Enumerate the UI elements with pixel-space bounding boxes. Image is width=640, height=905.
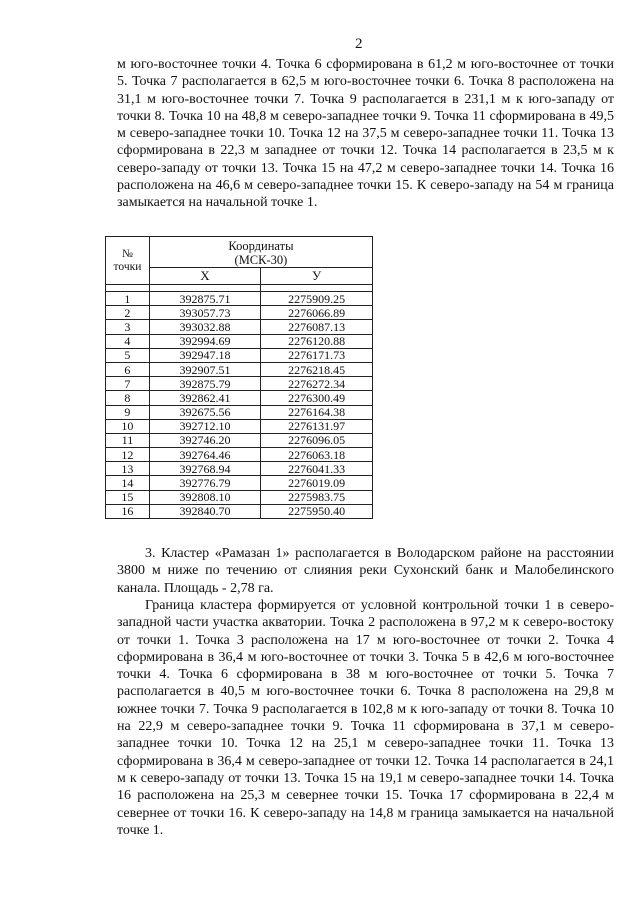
point-number-cell: 8 (106, 391, 150, 405)
table-row (106, 320, 373, 334)
y-coordinate-cell: 2276120.88 (261, 334, 373, 348)
table-row (106, 476, 373, 490)
y-coordinate-cell: 2276164.38 (261, 405, 373, 419)
point-number-cell: 16 (106, 504, 150, 518)
x-coordinate-cell: 392907.51 (149, 362, 260, 376)
y-coordinate-cell: 2276096.05 (261, 433, 373, 447)
coordinates-table (105, 236, 373, 519)
page-number: 2 (355, 36, 363, 52)
point-number-cell: 13 (106, 462, 150, 476)
table-row (106, 334, 373, 348)
x-coordinate-cell: 393057.73 (149, 306, 260, 320)
y-coordinate-cell: 2276131.97 (261, 419, 373, 433)
point-number-cell: 2 (106, 306, 150, 320)
table-row (106, 306, 373, 320)
paragraph-boundary: Граница кластера формируется от условной контрольной точки 1 в северо-западной части участка акватории. Точка 2 расположена в 97,2 м к северо-востоку от точки 1. Точка 3 расположена на 17 м юго-восточнее от точки 2. Точка 4 сформирована в 36,4 м юго-восточнее от точки 3. Точка 5 в 42,6 м юго-восточнее точки 4. Точка 6 сформирована в 38 м юго-восточнее от точки 5. Точка 7 располагается в 40,5 м юго-восточнее точки 6. Точка 8 расположена на 29,8 м южнее точки 7. Точка 9 располагается в 102,8 м к юго-западу от точки 8. Точка 10 на 22,9 м северо-западнее точки 9. Точка 11 сформирована в 37,1 м северо-западнее точки 10. Точка 12 на 25,1 м северо-западнее точки 11. Точка 13 сформирована в 36,4 м северо-западнее от точки 12. Точка 14 располагается в 24,1 м к северо-западу от точки 13. Точка 15 на 19,1 м северо-западнее точки 14. Точка 16 расположена на 25,3 м севернее точки 15. Точка 17 сформирована в 22,4 м севернее от точки 16. К северо-западу на 14,8 м граница замыкается на начальной точке 1. (117, 598, 614, 838)
x-coordinate-cell: 392840.70 (149, 504, 260, 518)
x-coordinate-cell: 392994.69 (149, 334, 260, 348)
table-row (106, 462, 373, 476)
point-number-cell: 14 (106, 476, 150, 490)
y-coordinate-cell: 2276041.33 (261, 462, 373, 476)
table-row (106, 348, 373, 362)
point-number-cell: 7 (106, 377, 150, 391)
y-coordinate-cell: 2275983.75 (261, 490, 373, 504)
x-coordinate-cell: 392768.94 (149, 462, 260, 476)
point-number-cell: 15 (106, 490, 150, 504)
header-point-number: № точки (106, 237, 150, 285)
x-coordinate-cell: 392875.79 (149, 377, 260, 391)
y-coordinate-cell: 2276300.49 (261, 391, 373, 405)
paragraph-cluster: 3. Кластер «Рамазан 1» располагается в Володарском районе на расстоянии 3800 м ниже по течению от слияния реки Сухонский банк и Малобелинского канала. Площадь - 2,78 га. (117, 546, 614, 596)
y-coordinate-cell: 2276087.13 (261, 320, 373, 334)
table-row (106, 292, 373, 306)
table-row (106, 504, 373, 518)
x-coordinate-cell: 392808.10 (149, 490, 260, 504)
header-coordinates-system: (МСК-30) (234, 253, 288, 267)
y-coordinate-cell: 2275909.25 (261, 292, 373, 306)
table-row (106, 391, 373, 405)
x-coordinate-cell: 392764.46 (149, 448, 260, 462)
table-row (106, 419, 373, 433)
point-number-cell: 3 (106, 320, 150, 334)
table-row (106, 405, 373, 419)
table-row (106, 490, 373, 504)
point-number-cell: 12 (106, 448, 150, 462)
y-coordinate-cell: 2276019.09 (261, 476, 373, 490)
point-number-cell: 5 (106, 348, 150, 362)
table-row (106, 377, 373, 391)
y-coordinate-cell: 2276063.18 (261, 448, 373, 462)
x-coordinate-cell: 392675.56 (149, 405, 260, 419)
y-coordinate-cell: 2275950.40 (261, 504, 373, 518)
header-coordinates (149, 237, 372, 268)
x-coordinate-cell: 392746.20 (149, 433, 260, 447)
header-y: У (261, 268, 373, 285)
table-row (106, 448, 373, 462)
table-row (106, 433, 373, 447)
point-number-cell: 4 (106, 334, 150, 348)
point-number-cell: 9 (106, 405, 150, 419)
x-coordinate-cell: 392712.10 (149, 419, 260, 433)
y-coordinate-cell: 2276066.89 (261, 306, 373, 320)
x-coordinate-cell: 392875.71 (149, 292, 260, 306)
x-coordinate-cell: 393032.88 (149, 320, 260, 334)
paragraph-continuation: м юго-восточнее точки 4. Точка 6 сформирована в 61,2 м юго-восточнее от точки 5. Точка 7 располагается в 62,5 м юго-восточнее точки 6. Точка 8 расположена на 31,1 м юго-восточнее точки 7. Точка 9 располагается в 231,1 м к юго-западу от точки 8. Точка 10 на 48,8 м северо-западнее точки 9. Точка 11 сформирована в 49,5 м северо-западнее точки 10. Точка 12 на 37,5 м северо-западнее точки 11. Точка 13 сформирована в 22,3 м западнее от точки 12. Точка 14 располагается в 23,5 м к северо-западу от точки 13. Точка 15 на 47,2 м северо-западнее точки 14. Точка 16 расположена на 46,6 м северо-западнее точки 15. К северо-западу на 54 м граница замыкается на начальной точке 1. (117, 57, 614, 211)
point-number-cell: 11 (106, 433, 150, 447)
x-coordinate-cell: 392862.41 (149, 391, 260, 405)
header-x: Х (149, 268, 260, 285)
point-number-cell: 6 (106, 362, 150, 376)
point-number-cell: 1 (106, 292, 150, 306)
point-number-cell: 10 (106, 419, 150, 433)
y-coordinate-cell: 2276218.45 (261, 362, 373, 376)
y-coordinate-cell: 2276272.34 (261, 377, 373, 391)
table-spacer-row (106, 285, 373, 292)
header-coordinates-title: Координаты (228, 239, 294, 253)
x-coordinate-cell: 392776.79 (149, 476, 260, 490)
x-coordinate-cell: 392947.18 (149, 348, 260, 362)
table-row (106, 362, 373, 376)
y-coordinate-cell: 2276171.73 (261, 348, 373, 362)
